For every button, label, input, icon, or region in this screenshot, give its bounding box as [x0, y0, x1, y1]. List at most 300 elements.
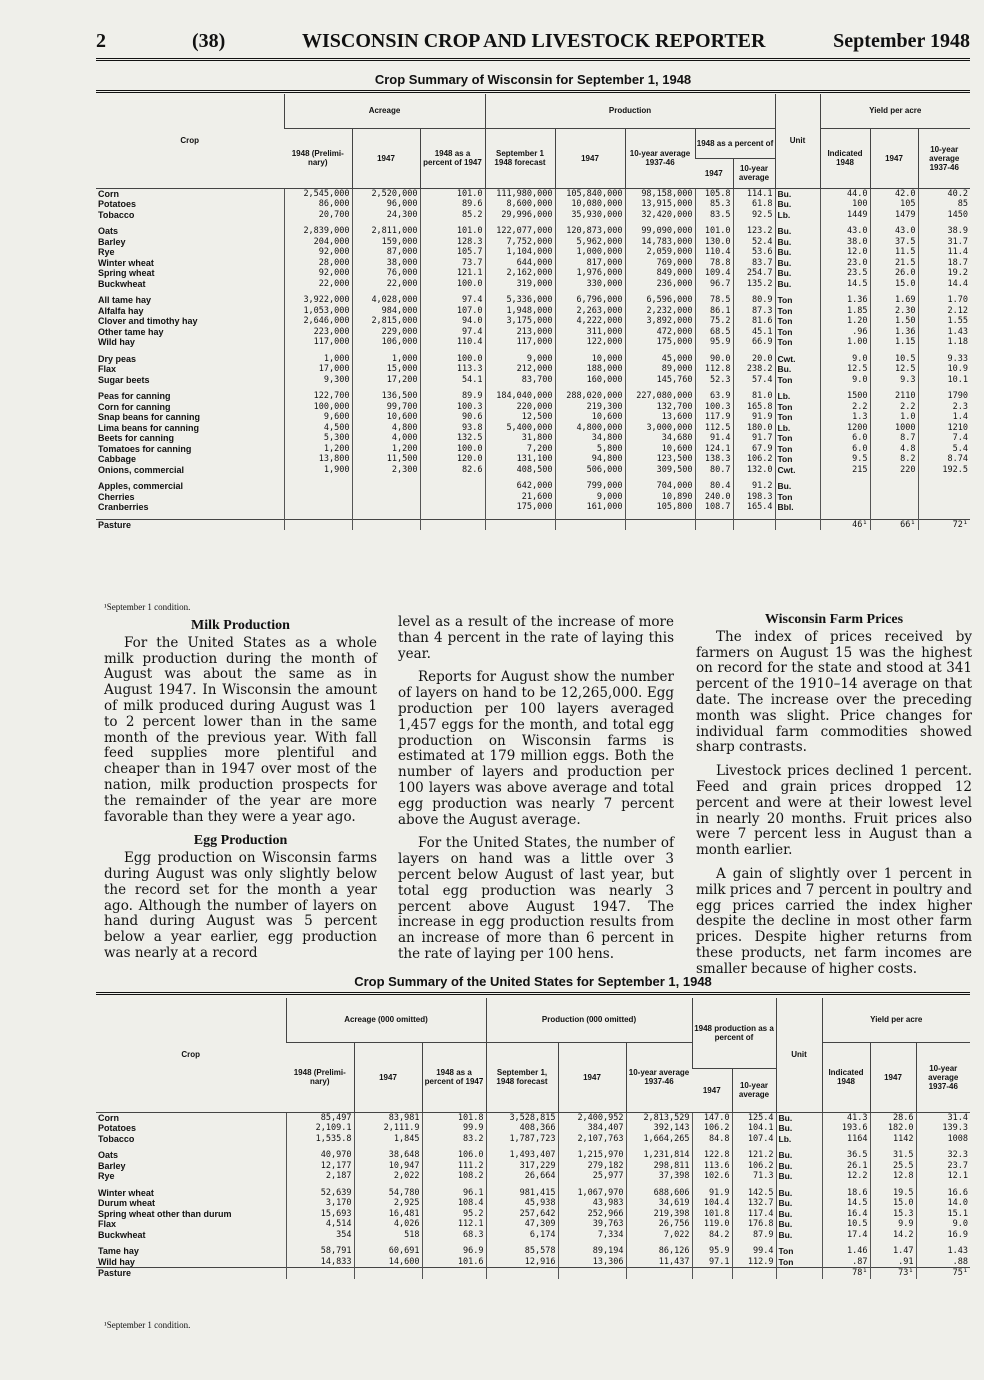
prices-heading: Wisconsin Farm Prices: [764, 612, 904, 627]
us-ten-year-header: 10-year average 1937-46: [626, 1042, 692, 1112]
pct-of-avg-header: 10-year average: [733, 158, 775, 188]
table-cell: 1.36: [820, 295, 870, 306]
table-cell: 104.1: [732, 1123, 776, 1134]
table-cell: 5,800: [555, 444, 625, 455]
table-row: [96, 1171, 970, 1182]
table-cell: 354: [286, 1230, 354, 1241]
table-cell: 309,500: [625, 465, 695, 476]
table-cell: 8,600,000: [485, 199, 555, 210]
table-cell: [354, 1268, 422, 1279]
table-cell: 90.0: [695, 354, 733, 365]
table-cell: 46¹: [820, 519, 870, 530]
table-cell: 43.0: [820, 226, 870, 237]
table-cell: 58,791: [286, 1246, 354, 1257]
table-cell: 83,981: [354, 1112, 422, 1123]
table-cell: 89,194: [558, 1246, 626, 1257]
table-cell: 95.2: [422, 1209, 486, 1220]
table-cell: 384,407: [558, 1123, 626, 1134]
table-cell: 87.9: [732, 1230, 776, 1241]
table-cell: .88: [916, 1257, 970, 1268]
table-cell: 28.6: [870, 1112, 916, 1123]
table-cell: 17,200: [352, 375, 420, 386]
table-row: [96, 412, 970, 423]
table-cell: 26,756: [626, 1219, 692, 1230]
table-cell: 319,000: [485, 279, 555, 290]
production-1947-header: 1947: [555, 128, 625, 188]
table-cell: 91.7: [733, 433, 775, 444]
table-cell: 28,000: [284, 258, 352, 269]
issue-date: September 1948: [833, 30, 970, 52]
forecast-header: September 1 1948 forecast: [485, 128, 555, 188]
table-cell: 317,229: [486, 1161, 558, 1172]
table-cell: 5,962,000: [555, 237, 625, 248]
pct-of-1947-header: 1947: [695, 158, 733, 188]
table-cell: 219,398: [626, 1209, 692, 1220]
table-cell: 96,000: [352, 199, 420, 210]
table-cell: [286, 1268, 354, 1279]
table-cell: 19.2: [918, 268, 970, 279]
table-cell: 5,300: [284, 433, 352, 444]
table-cell: 3,528,815: [486, 1112, 558, 1123]
table-cell: 219,300: [555, 402, 625, 413]
us-table-top-rule: [96, 992, 970, 995]
article-column-1: [104, 618, 377, 970]
table-cell: 1790: [918, 391, 970, 402]
table-cell: 1.15: [870, 337, 918, 348]
table-cell: 13,915,000: [625, 199, 695, 210]
crop-name: Dry peas: [98, 353, 137, 364]
table-cell: 72¹: [918, 519, 970, 530]
table-cell: Ton: [775, 454, 820, 465]
table-cell: 47,309: [486, 1219, 558, 1230]
table-cell: 12,500: [485, 412, 555, 423]
table-cell: [870, 492, 918, 503]
us-year-1947-header: 1947: [354, 1042, 422, 1112]
table-cell: 220,000: [485, 402, 555, 413]
table-cell: [284, 519, 352, 530]
table-row: [96, 1161, 970, 1172]
table-cell: 408,366: [486, 1123, 558, 1134]
table-cell: 20,700: [284, 210, 352, 221]
table-cell: 117.4: [732, 1209, 776, 1220]
table-row: [96, 1134, 970, 1145]
egg-heading: Egg Production: [193, 833, 288, 849]
table-cell: Bu.: [775, 188, 820, 199]
table-cell: 984,000: [352, 306, 420, 317]
table-cell: 14.4: [918, 279, 970, 290]
table-cell: Ton: [775, 327, 820, 338]
table-cell: 1,231,814: [626, 1150, 692, 1161]
table-cell: 165.8: [733, 402, 775, 413]
table-row: [96, 364, 970, 375]
table-row: [96, 237, 970, 248]
us-pct-of-avg-header: 10-year average: [732, 1068, 776, 1112]
table-cell: [732, 1268, 776, 1279]
table-cell: 100.0: [420, 444, 485, 455]
table-cell: 125.4: [732, 1112, 776, 1123]
table-cell: Ton: [775, 306, 820, 317]
table-cell: 2,646,000: [284, 316, 352, 327]
table-cell: [284, 502, 352, 513]
table-cell: 1200: [820, 423, 870, 434]
table-cell: 14,600: [354, 1257, 422, 1268]
table-cell: 99,700: [352, 402, 420, 413]
crop-name: Tobacco: [98, 209, 135, 220]
table-cell: 12.2: [822, 1171, 870, 1182]
table-cell: 95.9: [692, 1246, 732, 1257]
table-cell: 11.5: [870, 247, 918, 258]
pct-group-header: 1948 as a percent of: [695, 128, 775, 158]
crop-name: Barley: [98, 1160, 126, 1171]
table-cell: Ton: [775, 412, 820, 423]
table-cell: 1,000: [352, 354, 420, 365]
table-cell: Bu.: [775, 237, 820, 248]
table-cell: 4,514: [286, 1219, 354, 1230]
table-cell: 124.1: [695, 444, 733, 455]
table-cell: 14.2: [870, 1230, 916, 1241]
yield-header: Yield per acre: [820, 94, 970, 128]
table-cell: 161,000: [555, 502, 625, 513]
table-cell: 2,300: [352, 465, 420, 476]
table-cell: 1.70: [918, 295, 970, 306]
table-row: [96, 199, 970, 210]
table-cell: 91.2: [733, 481, 775, 492]
egg-paragraph-1: Egg production on Wisconsin farms during August was only slightly below the record set for the month a year ago. Although the number of layers on hand during August was 5 percent below a year earlier, egg production was nearly at a record: [104, 850, 377, 961]
table-cell: 35,930,000: [555, 210, 625, 221]
table-cell: 40.2: [918, 188, 970, 199]
table-cell: 14.5: [820, 279, 870, 290]
table-cell: Bu.: [775, 481, 820, 492]
table-cell: 29,996,000: [485, 210, 555, 221]
table-cell: [918, 502, 970, 513]
table-cell: 1008: [916, 1134, 970, 1145]
table-cell: 26,664: [486, 1171, 558, 1182]
crop-name: Corn for canning: [98, 401, 171, 412]
table-cell: 2,545,000: [284, 188, 352, 199]
table-cell: 4,028,000: [352, 295, 420, 306]
us-production-header: Production (000 omitted): [486, 998, 692, 1042]
table-cell: 236,000: [625, 279, 695, 290]
table-cell: 112.5: [695, 423, 733, 434]
table-cell: 105,840,000: [555, 188, 625, 199]
crop-name: All tame hay: [98, 295, 152, 305]
crop-name: Corn: [98, 1112, 119, 1123]
table-cell: 2,925: [354, 1198, 422, 1209]
table-cell: 52,639: [286, 1188, 354, 1199]
us-yield-ten-year-header: 10-year average 1937-46: [916, 1042, 970, 1112]
table-cell: 184,040,000: [485, 391, 555, 402]
table-cell: 1,900: [284, 465, 352, 476]
table-cell: 12.1: [916, 1171, 970, 1182]
table-cell: 105.8: [695, 188, 733, 199]
table-cell: 108.2: [422, 1171, 486, 1182]
table-cell: 10,890: [625, 492, 695, 503]
table-cell: 799,000: [555, 481, 625, 492]
indicated-header: Indicated 1948: [820, 128, 870, 188]
table-row: [96, 354, 970, 365]
table-cell: 5.4: [918, 444, 970, 455]
table-cell: 1500: [820, 391, 870, 402]
table-cell: [352, 502, 420, 513]
table-cell: 175,000: [625, 337, 695, 348]
article-column-2: [398, 615, 674, 971]
table-cell: 1,664,265: [626, 1134, 692, 1145]
table-cell: 121.2: [732, 1150, 776, 1161]
table-cell: 108.7: [695, 502, 733, 513]
pct-1947-header: 1948 as a percent of 1947: [420, 128, 485, 188]
table-cell: 85.2: [420, 210, 485, 221]
table-cell: 7,200: [485, 444, 555, 455]
table-row: [96, 327, 970, 338]
table-cell: 817,000: [555, 258, 625, 269]
table-cell: 14.5: [822, 1198, 870, 1209]
table-row: [96, 258, 970, 269]
table-cell: 43,983: [558, 1198, 626, 1209]
table-cell: 1,976,000: [555, 268, 625, 279]
table-cell: 392,143: [626, 1123, 692, 1134]
us-forecast-header: September 1, 1948 forecast: [486, 1042, 558, 1112]
table-cell: 97.4: [420, 327, 485, 338]
table-row: [96, 465, 970, 476]
table-cell: 86,126: [626, 1246, 692, 1257]
table-cell: 13,600: [625, 412, 695, 423]
table-cell: 83.5: [695, 210, 733, 221]
yield-ten-year-header: 10-year average 1937-46: [918, 128, 970, 188]
table-cell: [870, 502, 918, 513]
table-cell: 160,000: [555, 375, 625, 386]
table-cell: 769,000: [625, 258, 695, 269]
table-cell: 4,000: [352, 433, 420, 444]
us-table-footnote: ¹September 1 condition.: [104, 1320, 191, 1330]
table-cell: 5,336,000: [485, 295, 555, 306]
table-cell: 26.1: [822, 1161, 870, 1172]
table-cell: 4.8: [870, 444, 918, 455]
table-cell: 89.9: [420, 391, 485, 402]
crop-name: Peas for canning: [98, 391, 171, 401]
table-cell: 3,175,000: [485, 316, 555, 327]
table-cell: 100.0: [420, 354, 485, 365]
table-cell: 25,977: [558, 1171, 626, 1182]
table-cell: 117,000: [485, 337, 555, 348]
table-cell: 4,800,000: [555, 423, 625, 434]
table-cell: [555, 519, 625, 530]
crop-name: Spring wheat other than durum: [98, 1208, 232, 1219]
table-cell: 1.36: [870, 327, 918, 338]
table-cell: 81.0: [733, 391, 775, 402]
table-cell: 123,500: [625, 454, 695, 465]
egg-paragraph-1-cont: level as a result of the increase of more than 4 percent in the rate of laying this year.: [398, 614, 674, 662]
table-cell: 99.4: [732, 1246, 776, 1257]
table-cell: 38,648: [354, 1150, 422, 1161]
table-cell: 12.8: [870, 1171, 916, 1182]
table-cell: 84.2: [692, 1230, 732, 1241]
table-cell: Ton: [775, 492, 820, 503]
table-cell: 1,104,000: [485, 247, 555, 258]
table-cell: Lb.: [776, 1134, 822, 1145]
us-acreage-header: Acreage (000 omitted): [286, 998, 486, 1042]
table-cell: 122,077,000: [485, 226, 555, 237]
table-cell: [352, 519, 420, 530]
crop-name: Cranberries: [98, 502, 149, 512]
table-cell: 2,811,000: [352, 226, 420, 237]
table-cell: 132.5: [420, 433, 485, 444]
table-cell: 80.7: [695, 465, 733, 476]
table-cell: 3,922,000: [284, 295, 352, 306]
table-cell: 180.0: [733, 423, 775, 434]
table-cell: 298,811: [626, 1161, 692, 1172]
table-cell: 1.4: [918, 412, 970, 423]
table-cell: Bu.: [776, 1198, 822, 1209]
table-cell: 136,500: [352, 391, 420, 402]
table-row: [96, 1219, 970, 1230]
prices-paragraph-2: Livestock prices declined 1 percent. Feed and grain prices dropped 12 percent and were at their lowest level in nearly 20 months. Fruit prices also were 7 percent less in August than a month earlier.: [696, 763, 972, 859]
table-cell: 20.0: [733, 354, 775, 365]
table-cell: 24,300: [352, 210, 420, 221]
table-cell: Ton: [775, 375, 820, 386]
table-cell: 13,800: [284, 454, 352, 465]
table-cell: 2,187: [286, 1171, 354, 1182]
crop-header: Crop: [96, 94, 284, 188]
table-cell: 84.8: [692, 1134, 732, 1145]
table-cell: 472,000: [625, 327, 695, 338]
table-cell: 31.7: [918, 237, 970, 248]
table-cell: 25.5: [870, 1161, 916, 1172]
table-row: [96, 1150, 970, 1161]
table-cell: 11,437: [626, 1257, 692, 1268]
table-cell: [918, 481, 970, 492]
table-cell: 142.5: [732, 1188, 776, 1199]
prelim-header: 1948 (Prelimi-nary): [284, 128, 352, 188]
table-cell: 78.5: [695, 295, 733, 306]
table-cell: [420, 502, 485, 513]
table-cell: 16.9: [916, 1230, 970, 1241]
table-cell: 9.9: [870, 1219, 916, 1230]
table-cell: [775, 519, 820, 530]
table-cell: 53.6: [733, 247, 775, 258]
table-cell: [420, 519, 485, 530]
table-cell: 7,752,000: [485, 237, 555, 248]
table-cell: 66¹: [870, 519, 918, 530]
crop-name: Corn: [98, 188, 119, 199]
table-cell: Ton: [775, 402, 820, 413]
table-cell: 9,000: [555, 492, 625, 503]
table-row: [96, 1123, 970, 1134]
crop-name: Potatoes: [98, 199, 137, 209]
table-cell: 212,000: [485, 364, 555, 375]
table-cell: 1,200: [284, 444, 352, 455]
table-cell: 240.0: [695, 492, 733, 503]
table-cell: 132.0: [733, 465, 775, 476]
table-cell: 107.4: [732, 1134, 776, 1145]
table-cell: 128.3: [420, 237, 485, 248]
table-cell: 45,938: [486, 1198, 558, 1209]
table-cell: 37,398: [626, 1171, 692, 1182]
table-cell: 204,000: [284, 237, 352, 248]
article-column-3: [696, 612, 972, 986]
table-cell: 9,600: [284, 412, 352, 423]
table-cell: 2.30: [870, 306, 918, 317]
table-cell: 1,200: [352, 444, 420, 455]
table-cell: 23.5: [820, 268, 870, 279]
table-cell: 44.0: [820, 188, 870, 199]
table-row: [96, 337, 970, 348]
table-cell: 8.7: [870, 433, 918, 444]
table-cell: 52.3: [695, 375, 733, 386]
table-cell: 15.0: [870, 279, 918, 290]
table-row: [96, 188, 970, 199]
table-cell: 86.1: [695, 306, 733, 317]
table-cell: 81.6: [733, 316, 775, 327]
table-cell: [422, 1268, 486, 1279]
crop-name: Buckwheat: [98, 278, 146, 289]
table-cell: 6,596,000: [625, 295, 695, 306]
wi-table-top-rule: [96, 90, 970, 93]
table-row: [96, 433, 970, 444]
table-cell: Bu.: [775, 199, 820, 210]
table-cell: 22,000: [284, 279, 352, 290]
table-cell: 2,109.1: [286, 1123, 354, 1134]
table-cell: 101.0: [420, 188, 485, 199]
table-cell: 114.1: [733, 188, 775, 199]
table-cell: 1479: [870, 210, 918, 221]
table-cell: [420, 492, 485, 503]
crop-name: Durum wheat: [98, 1198, 156, 1208]
us-production-1947-header: 1947: [558, 1042, 626, 1112]
table-cell: 1,948,000: [485, 306, 555, 317]
table-cell: 130.0: [695, 237, 733, 248]
table-cell: 1,053,000: [284, 306, 352, 317]
table-cell: 981,415: [486, 1188, 558, 1199]
crop-name: Winter wheat: [98, 257, 154, 268]
table-cell: 106.0: [422, 1150, 486, 1161]
crop-name: Tame hay: [98, 1246, 139, 1256]
table-cell: Bu.: [776, 1161, 822, 1172]
table-cell: 2,232,000: [625, 306, 695, 317]
table-cell: 97.4: [420, 295, 485, 306]
table-cell: [626, 1268, 692, 1279]
table-cell: 83,700: [485, 375, 555, 386]
table-cell: 2,263,000: [555, 306, 625, 317]
table-cell: 2.2: [870, 402, 918, 413]
table-row: [96, 1112, 970, 1123]
table-cell: Ton: [776, 1246, 822, 1257]
table-cell: 10,600: [625, 444, 695, 455]
table-cell: 132.7: [732, 1198, 776, 1209]
table-row: [96, 519, 970, 530]
table-cell: [820, 502, 870, 513]
table-row: [96, 1246, 970, 1257]
crop-name: Oats: [98, 1150, 119, 1160]
table-cell: 227,080,000: [625, 391, 695, 402]
table-cell: Bu.: [775, 279, 820, 290]
table-cell: 1.47: [870, 1246, 916, 1257]
table-cell: 1,067,970: [558, 1188, 626, 1199]
table-cell: 23.0: [820, 258, 870, 269]
table-row: [96, 502, 970, 513]
table-cell: 1.43: [916, 1246, 970, 1257]
us-yield-1947-header: 1947: [870, 1042, 916, 1112]
us-crop-table: [96, 998, 970, 1279]
crop-name: Wild hay: [98, 337, 135, 347]
publication-title: WISCONSIN CROP AND LIVESTOCK REPORTER: [302, 30, 766, 52]
table-cell: 63.9: [695, 391, 733, 402]
crop-name: Onions, commercial: [98, 464, 185, 475]
table-cell: 252,966: [558, 1209, 626, 1220]
table-cell: 34,619: [626, 1198, 692, 1209]
table-cell: 112.1: [422, 1219, 486, 1230]
table-cell: 139.3: [916, 1123, 970, 1134]
table-cell: 34,680: [625, 433, 695, 444]
